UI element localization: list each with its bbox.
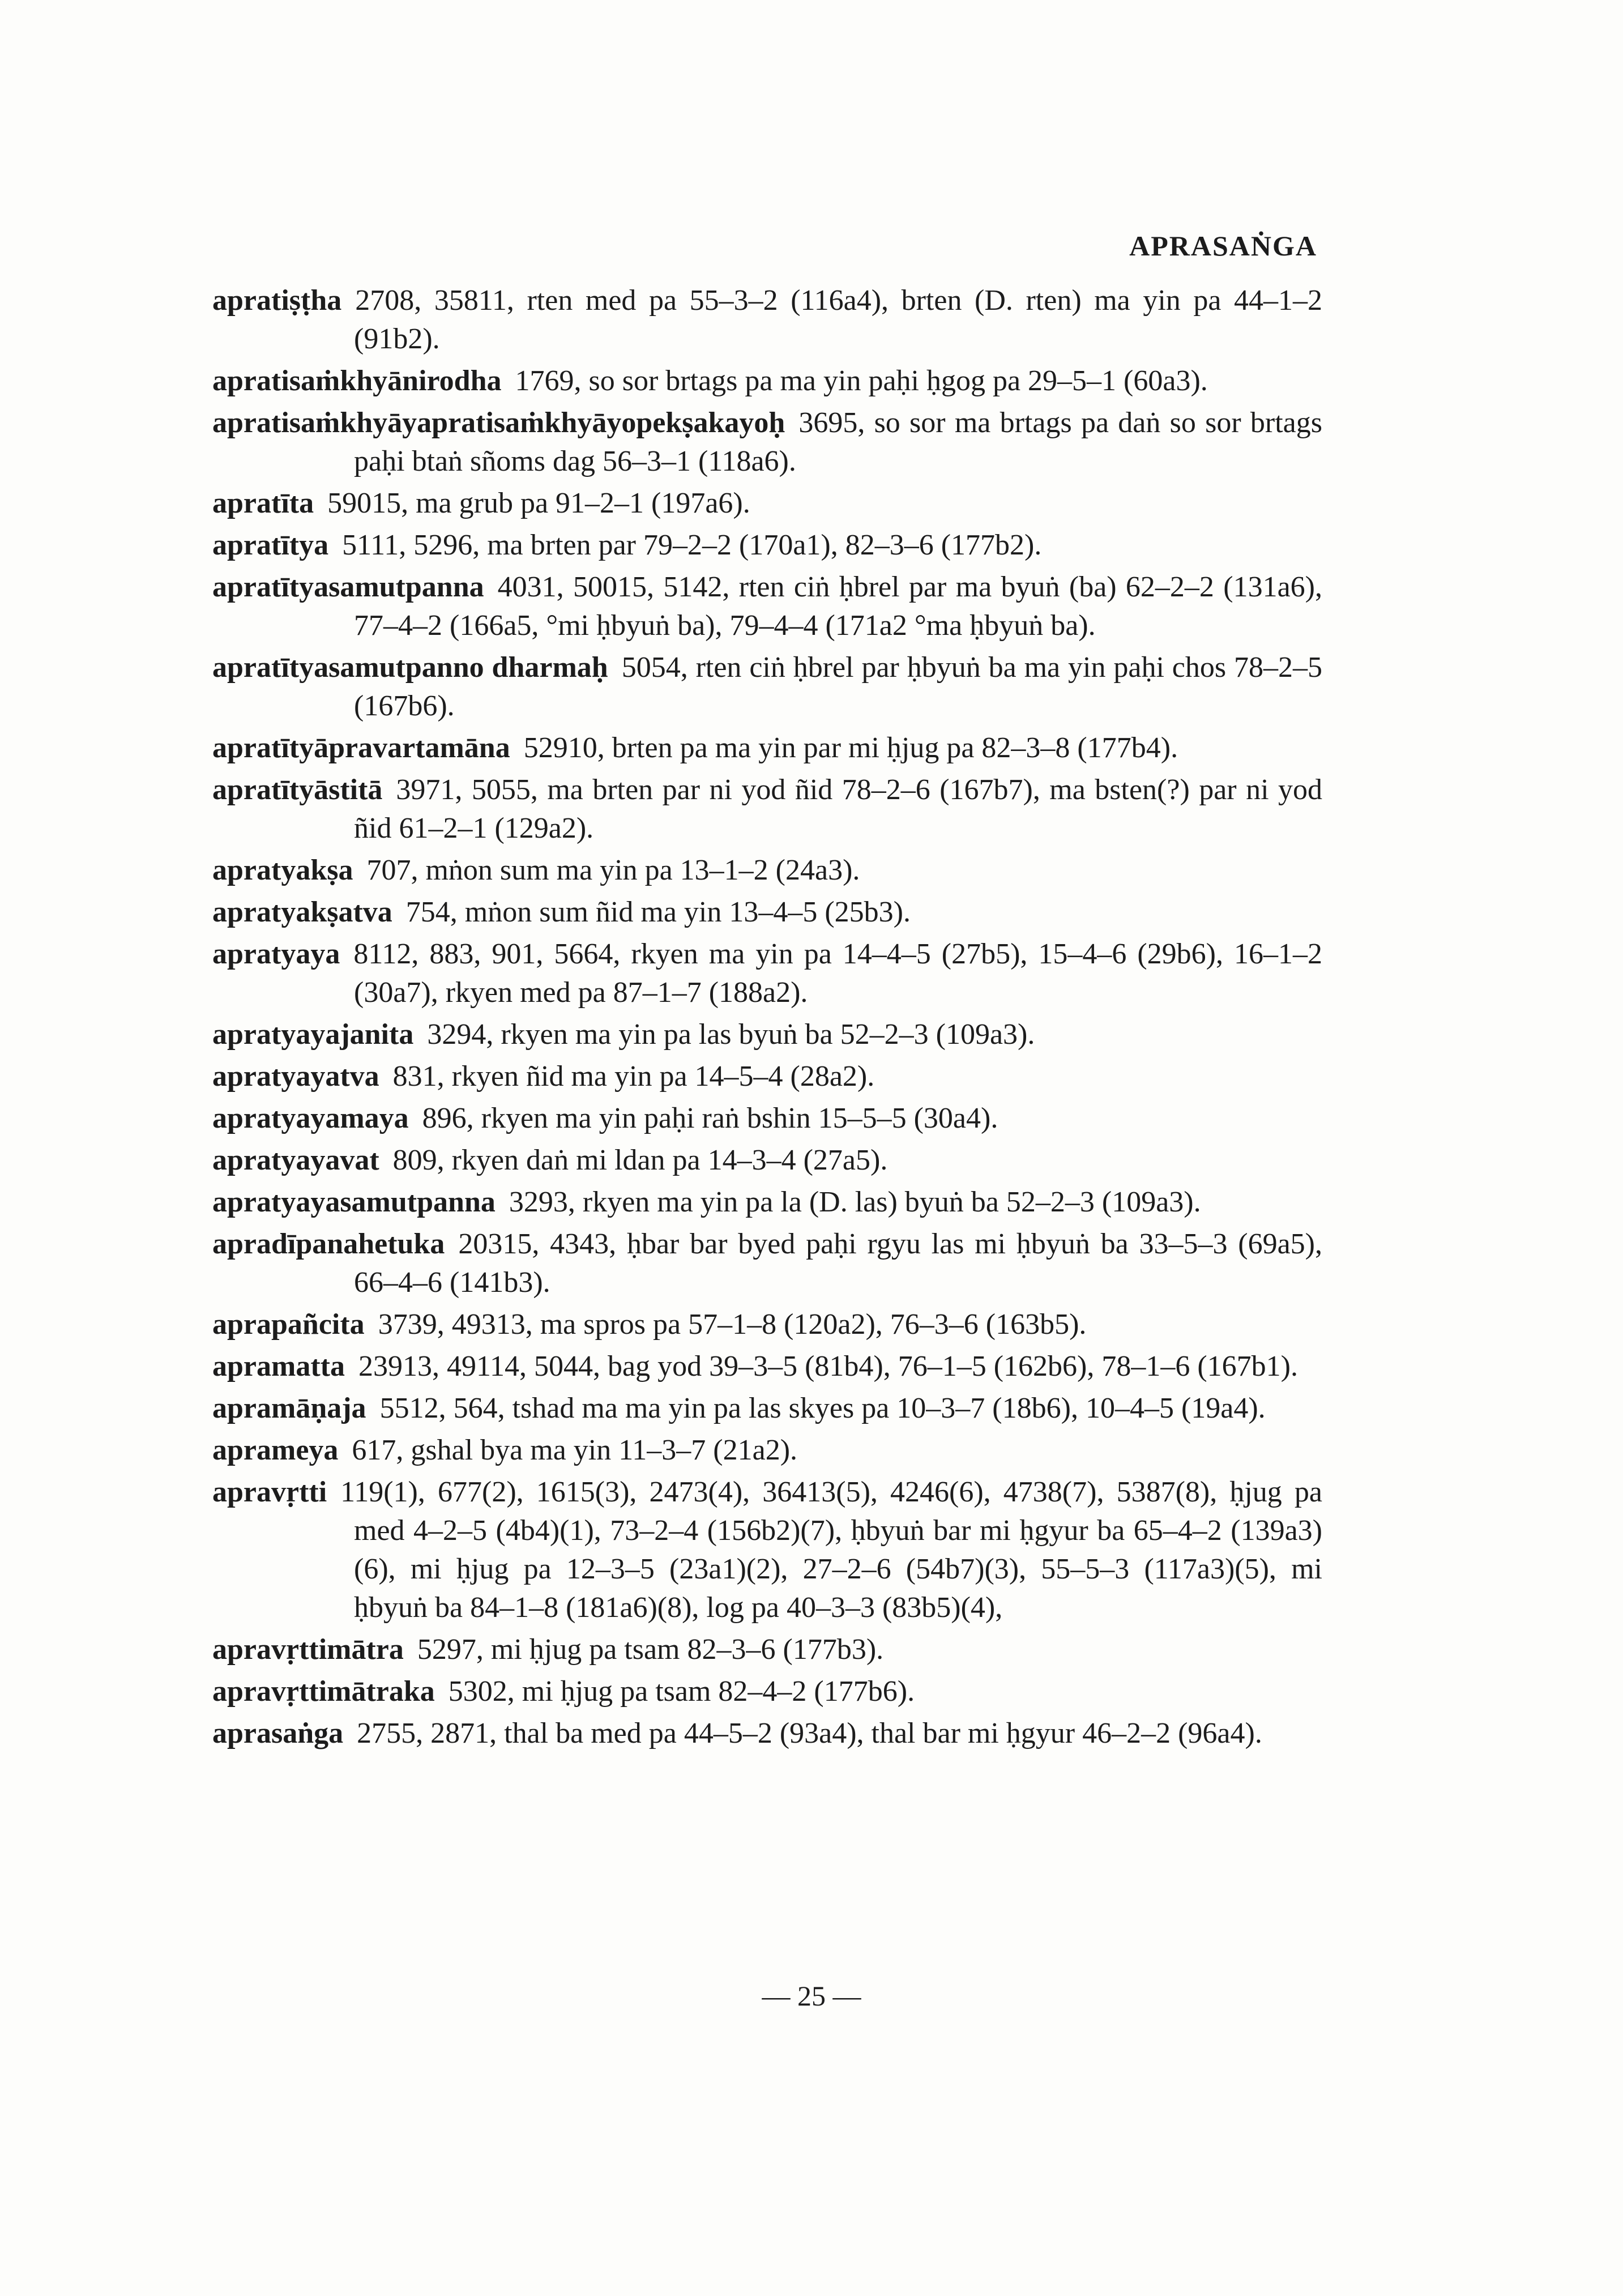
entry xyxy=(212,281,1322,359)
entry-body: 2755, 2871, thal ba med pa 44–5–2 (93a4), thal bar mi ḥgyur 46–2–2 (96a4). xyxy=(357,1717,1262,1749)
entry xyxy=(212,1672,1322,1711)
headword: aprameya xyxy=(212,1434,339,1466)
entry xyxy=(212,935,1322,1012)
headword: apratītyasamutpanno dharmaḥ xyxy=(212,651,608,684)
entry-body: 8112, 883, 901, 5664, rkyen ma yin pa 14–4–5 (27b5), 15–4–6 (29b6), 16–1–2 (30a7), rkyen med pa 87–1–7 (188a2). xyxy=(353,938,1322,1009)
entry-body: 119(1), 677(2), 1615(3), 2473(4), 36413(5), 4246(6), 4738(7), 5387(8), ḥjug pa med 4–2–5 (4b4)(1), 73–2–4 (156b2)(7), ḥbyuṅ bar mi ḥgyur ba 65–4–2 (139a3)(6), mi ḥjug pa 12–3–5 (23a1)(2), 27–2–6 (54b7)(3), 55–5–3 (117a3)(5), mi ḥbyuṅ ba 84–1–8 (181a6)(8), log pa 40–3–3 (83b5)(4), xyxy=(340,1476,1322,1624)
headword: apratyayajanita xyxy=(212,1018,414,1051)
headword: apratītya xyxy=(212,529,329,561)
entry xyxy=(212,1225,1322,1302)
entry xyxy=(212,648,1322,725)
entry-body: 20315, 4343, ḥbar bar byed paḥi rgyu las mi ḥbyuṅ ba 33–5–3 (69a5), 66–4–6 (141b3). xyxy=(354,1228,1322,1299)
entry xyxy=(212,404,1322,481)
headword: apramatta xyxy=(212,1350,345,1382)
entry xyxy=(212,1389,1322,1428)
headword: apradīpanahetuka xyxy=(212,1228,445,1260)
headword: apratisaṁkhyānirodha xyxy=(212,365,502,397)
entry-body: 2708, 35811, rten med pa 55–3–2 (116a4), brten (D. rten) ma yin pa 44–1–2 (91b2). xyxy=(354,284,1322,355)
entry-list xyxy=(212,281,1322,1756)
headword: apravṛttimātraka xyxy=(212,1675,435,1708)
entry-body: 52910, brten pa ma yin par mi ḥjug pa 82–3–8 (177b4). xyxy=(523,732,1178,764)
page-number: — 25 — xyxy=(762,1980,861,2012)
entry xyxy=(212,1714,1322,1753)
entry-body: 617, gshal bya ma yin 11–3–7 (21a2). xyxy=(352,1434,798,1466)
headword: apratyayatva xyxy=(212,1060,379,1092)
entry xyxy=(212,1347,1322,1386)
headword: apravṛttimātra xyxy=(212,1633,404,1666)
headword: aprapañcita xyxy=(212,1308,365,1341)
entry xyxy=(212,526,1322,565)
headword: apratyayavat xyxy=(212,1144,379,1176)
running-head: APRASAṄGA xyxy=(1129,230,1317,262)
entry xyxy=(212,568,1322,645)
headword: apratīta xyxy=(212,487,314,519)
entry xyxy=(212,1631,1322,1669)
entry-body: 3293, rkyen ma yin pa la (D. las) byuṅ ba 52–2–3 (109a3). xyxy=(509,1186,1201,1218)
entry xyxy=(212,1473,1322,1627)
headword: apratyakṣa xyxy=(212,854,353,886)
entry-body: 5302, mi ḥjug pa tsam 82–4–2 (177b6). xyxy=(448,1675,915,1708)
entry xyxy=(212,729,1322,767)
entry xyxy=(212,1305,1322,1344)
headword: apratītyasamutpanna xyxy=(212,571,484,603)
entry xyxy=(212,1057,1322,1096)
entry xyxy=(212,851,1322,890)
headword: apramāṇaja xyxy=(212,1392,366,1424)
headword: apravṛtti xyxy=(212,1476,327,1508)
entry-body: 3971, 5055, ma brten par ni yod ñid 78–2–6 (167b7), ma bsten(?) par ni yod ñid 61–2–1 (129a2). xyxy=(354,774,1322,844)
entry-body: 896, rkyen ma yin paḥi raṅ bshin 15–5–5 (30a4). xyxy=(422,1102,998,1134)
entry xyxy=(212,1183,1322,1222)
entry xyxy=(212,771,1322,848)
entry-body: 831, rkyen ñid ma yin pa 14–5–4 (28a2). xyxy=(392,1060,875,1092)
entry xyxy=(212,1015,1322,1054)
entry-body: 707, mṅon sum ma yin pa 13–1–2 (24a3). xyxy=(366,854,860,886)
entry xyxy=(212,484,1322,523)
entry-body: 5512, 564, tshad ma ma yin pa las skyes pa 10–3–7 (18b6), 10–4–5 (19a4). xyxy=(379,1392,1266,1424)
entry-body: 5111, 5296, ma brten par 79–2–2 (170a1), 82–3–6 (177b2). xyxy=(342,529,1042,561)
entry-body: 3695, so sor ma brtags pa daṅ so sor brtags paḥi btaṅ sñoms dag 56–3–1 (118a6). xyxy=(354,407,1322,477)
entry xyxy=(212,1141,1322,1180)
entry xyxy=(212,1431,1322,1470)
entry xyxy=(212,362,1322,400)
headword: apratyayamaya xyxy=(212,1102,409,1134)
headword: apratiṣṭha xyxy=(212,284,342,317)
entry-body: 1769, so sor brtags pa ma yin paḥi ḥgog pa 29–5–1 (60a3). xyxy=(515,365,1208,397)
headword: apratītyāstitā xyxy=(212,774,383,806)
headword: apratītyāpravartamāna xyxy=(212,732,510,764)
entry-body: 23913, 49114, 5044, bag yod 39–3–5 (81b4), 76–1–5 (162b6), 78–1–6 (167b1). xyxy=(358,1350,1299,1382)
headword: apratyaya xyxy=(212,938,340,970)
headword: aprasaṅga xyxy=(212,1717,344,1749)
headword: apratisaṁkhyāyapratisaṁkhyāyopekṣakayoḥ xyxy=(212,407,785,439)
headword: apratyayasamutpanna xyxy=(212,1186,496,1218)
entry-body: 4031, 50015, 5142, rten ciṅ ḥbrel par ma byuṅ (ba) 62–2–2 (131a6), 77–4–2 (166a5, °mi ḥbyuṅ ba), 79–4–4 (171a2 °ma ḥbyuṅ ba). xyxy=(354,571,1322,642)
entry-body: 5297, mi ḥjug pa tsam 82–3–6 (177b3). xyxy=(417,1633,884,1666)
headword: apratyakṣatva xyxy=(212,896,392,928)
entry-body: 754, mṅon sum ñid ma yin 13–4–5 (25b3). xyxy=(405,896,911,928)
entry-body: 809, rkyen daṅ mi ldan pa 14–3–4 (27a5). xyxy=(392,1144,888,1176)
entry-body: 3294, rkyen ma yin pa las byuṅ ba 52–2–3 (109a3). xyxy=(427,1018,1035,1051)
entry-body: 5054, rten ciṅ ḥbrel par ḥbyuṅ ba ma yin paḥi chos 78–2–5 (167b6). xyxy=(354,651,1322,722)
entry-body: 59015, ma grub pa 91–2–1 (197a6). xyxy=(327,487,750,519)
entry-body: 3739, 49313, ma spros pa 57–1–8 (120a2), 76–3–6 (163b5). xyxy=(378,1308,1087,1341)
entry xyxy=(212,1099,1322,1138)
entry xyxy=(212,893,1322,932)
